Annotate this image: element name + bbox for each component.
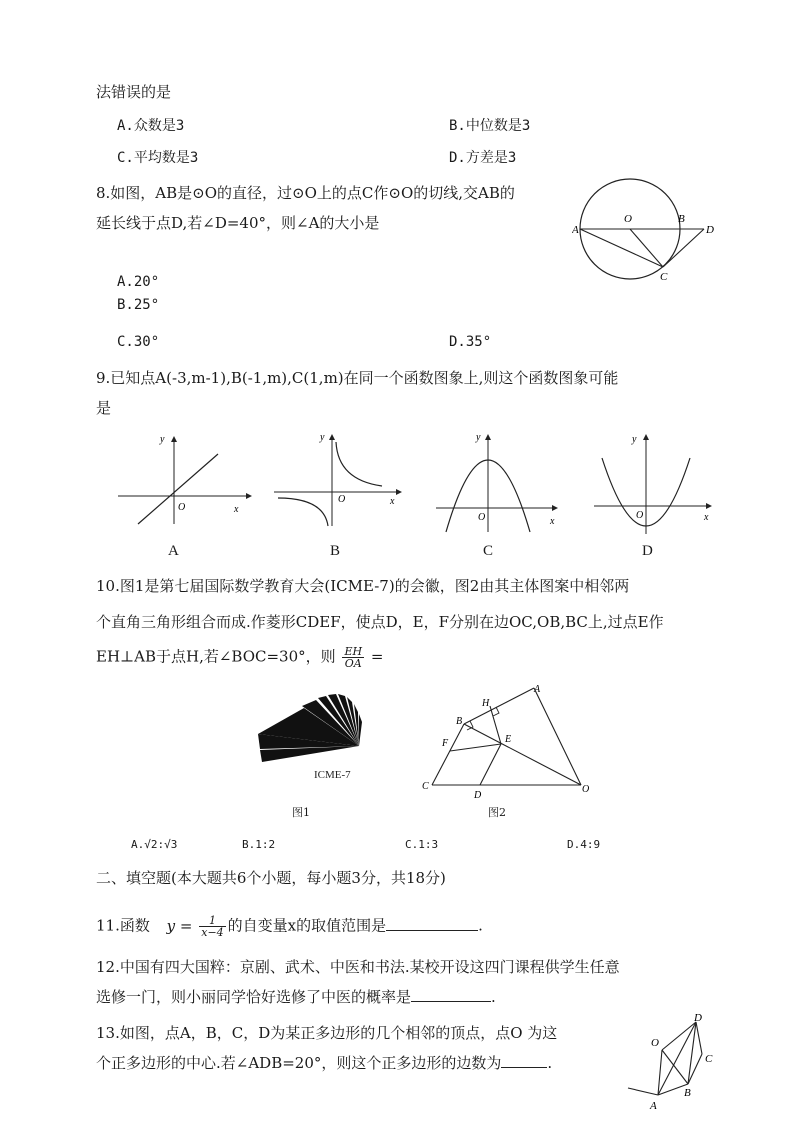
- q9-graph-b: [270, 428, 410, 528]
- q11-fraction: [199, 915, 225, 938]
- q13-end: .: [547, 1054, 553, 1072]
- q10-line-3: [96, 646, 383, 669]
- q9-graph-c: [432, 428, 572, 533]
- svg-text:A: A: [650, 1100, 657, 1112]
- q8-circle-figure: [572, 178, 722, 286]
- q12-answer-blank[interactable]: [411, 987, 491, 1002]
- q9-caption-c: C: [483, 543, 494, 559]
- q10-icme-emblem: [256, 694, 376, 784]
- q7-option-c: C.平均数是3: [117, 150, 199, 166]
- q13-line-2: [96, 1053, 552, 1073]
- q9-graph-b-curve-left: [278, 498, 328, 526]
- q9-caption-a: A: [168, 543, 179, 559]
- q8-line-2: 延长线于点D,若∠D=40°，则∠A的大小是: [96, 214, 380, 232]
- q8-label-o: O: [624, 213, 632, 225]
- q9-graph-d: [590, 428, 720, 538]
- svg-text:B: B: [684, 1087, 691, 1099]
- q7-stem-tail: 法错误的是: [96, 83, 172, 101]
- svg-text:C: C: [705, 1053, 713, 1065]
- q11-fraction-numerator: 1: [199, 915, 225, 927]
- q9-line-1: 9.已知点A(-3,m-1),B(-1,m),C(1,m)在同一个函数图象上,则这个函数图象可能: [96, 369, 619, 387]
- q9-caption-d: D: [642, 543, 653, 559]
- q10-line-2: 个直角三角形组合而成.作菱形CDEF，使点D，E，F分别在边OC,OB,BC上,过点E作: [96, 613, 664, 631]
- q10-figure-2: [418, 680, 598, 804]
- svg-text:O: O: [338, 494, 346, 505]
- svg-text:y: y: [476, 432, 481, 443]
- svg-text:y: y: [160, 434, 165, 445]
- q11-fraction-denominator: x−4: [201, 926, 224, 939]
- svg-text:O: O: [582, 784, 590, 795]
- q10-fig2-caption: 图2: [488, 806, 506, 819]
- q8-option-d: D.35°: [449, 334, 492, 350]
- q7-option-b: B.中位数是3: [449, 118, 531, 134]
- q12-end: .: [491, 988, 496, 1006]
- q12-line-1: 12.中国有四大国粹：京剧、武术、中医和书法.某校开设这四门课程供学生任意: [96, 958, 620, 976]
- svg-text:y: y: [632, 434, 637, 445]
- svg-text:A: A: [534, 684, 541, 695]
- q11-formula-y: y =: [166, 916, 193, 935]
- svg-text:x: x: [234, 504, 239, 515]
- svg-text:x: x: [550, 516, 555, 527]
- q10-line-1: 10.图1是第七届国际数学教育大会(ICME-7)的会徽，图2由其主体图案中相邻两: [96, 577, 630, 595]
- q9-line-2: 是: [96, 399, 112, 417]
- q11-end: .: [478, 916, 483, 935]
- section-2-heading: 二、填空题(本大题共6个小题，每小题3分，共18分): [96, 869, 446, 887]
- q8-label-d: D: [706, 224, 714, 236]
- q9-graph-b-curve-right: [336, 442, 382, 486]
- q9-graph-a: [114, 428, 254, 528]
- q10-icme-label: ICME-7: [314, 769, 351, 781]
- svg-text:F: F: [442, 738, 449, 749]
- q8-line-1: 8.如图，AB是⊙O的直径，过⊙O上的点C作⊙O的切线,交AB的: [96, 184, 515, 202]
- q11-line: [96, 915, 483, 938]
- svg-text:H: H: [482, 698, 490, 709]
- q10-option-d: D.4:9: [567, 838, 601, 851]
- q10-option-b: B.1:2: [242, 838, 276, 851]
- q8-label-a: A: [572, 224, 579, 236]
- q8-option-a: A.20°: [117, 274, 160, 290]
- svg-text:O: O: [178, 502, 186, 513]
- q10-option-a: A.√2:√3: [131, 838, 178, 851]
- svg-text:O: O: [636, 510, 644, 521]
- q13-polygon-figure: [618, 1012, 728, 1116]
- q8-option-c: C.30°: [117, 334, 160, 350]
- q10-fraction: [342, 646, 364, 669]
- svg-text:C: C: [422, 781, 429, 792]
- svg-text:y: y: [320, 432, 325, 443]
- q8-tangent-cd: [663, 229, 704, 267]
- q13-line-2-text: 个正多边形的中心.若∠ADB=20°，则这个正多边形的边数为: [96, 1054, 502, 1072]
- q8-label-b: B: [678, 213, 685, 225]
- q10-fig1-caption: 图1: [292, 806, 310, 819]
- q8-option-b: B.25°: [117, 297, 160, 313]
- q10-fraction-numerator: EH: [344, 645, 363, 658]
- q10-fraction-denominator: OA: [344, 657, 362, 670]
- svg-text:E: E: [505, 734, 512, 745]
- q9-caption-b: B: [330, 543, 341, 559]
- svg-text:O: O: [478, 512, 486, 523]
- q10-option-c: C.1:3: [405, 838, 439, 851]
- q8-label-c: C: [660, 271, 668, 283]
- q11-suffix: 的自变量x的取值范围是: [227, 916, 387, 935]
- svg-text:D: D: [474, 790, 482, 801]
- q8-radius-oc: [630, 229, 663, 267]
- q10-line-3-text: EH⊥AB于点H,若∠BOC=30°，则: [96, 647, 336, 666]
- q12-line-2-text: 选修一门，则小丽同学恰好选修了中医的概率是: [96, 988, 412, 1006]
- q11-answer-blank[interactable]: [386, 916, 478, 931]
- svg-text:x: x: [390, 496, 395, 507]
- q9-graph-a-curve: [138, 454, 218, 524]
- q7-option-d: D.方差是3: [449, 150, 517, 166]
- svg-text:B: B: [456, 716, 463, 727]
- q13-line-1: 13.如图，点A，B，C，D为某正多边形的几个相邻的顶点，点O 为这: [96, 1024, 558, 1042]
- svg-text:D: D: [694, 1012, 702, 1024]
- q12-line-2: [96, 987, 496, 1007]
- q10-equals: =: [370, 647, 384, 666]
- svg-text:O: O: [651, 1037, 659, 1049]
- q11-prefix: 11.函数: [96, 916, 150, 935]
- q13-answer-blank[interactable]: [501, 1053, 547, 1068]
- svg-text:x: x: [704, 512, 709, 523]
- q7-option-a: A.众数是3: [117, 118, 185, 134]
